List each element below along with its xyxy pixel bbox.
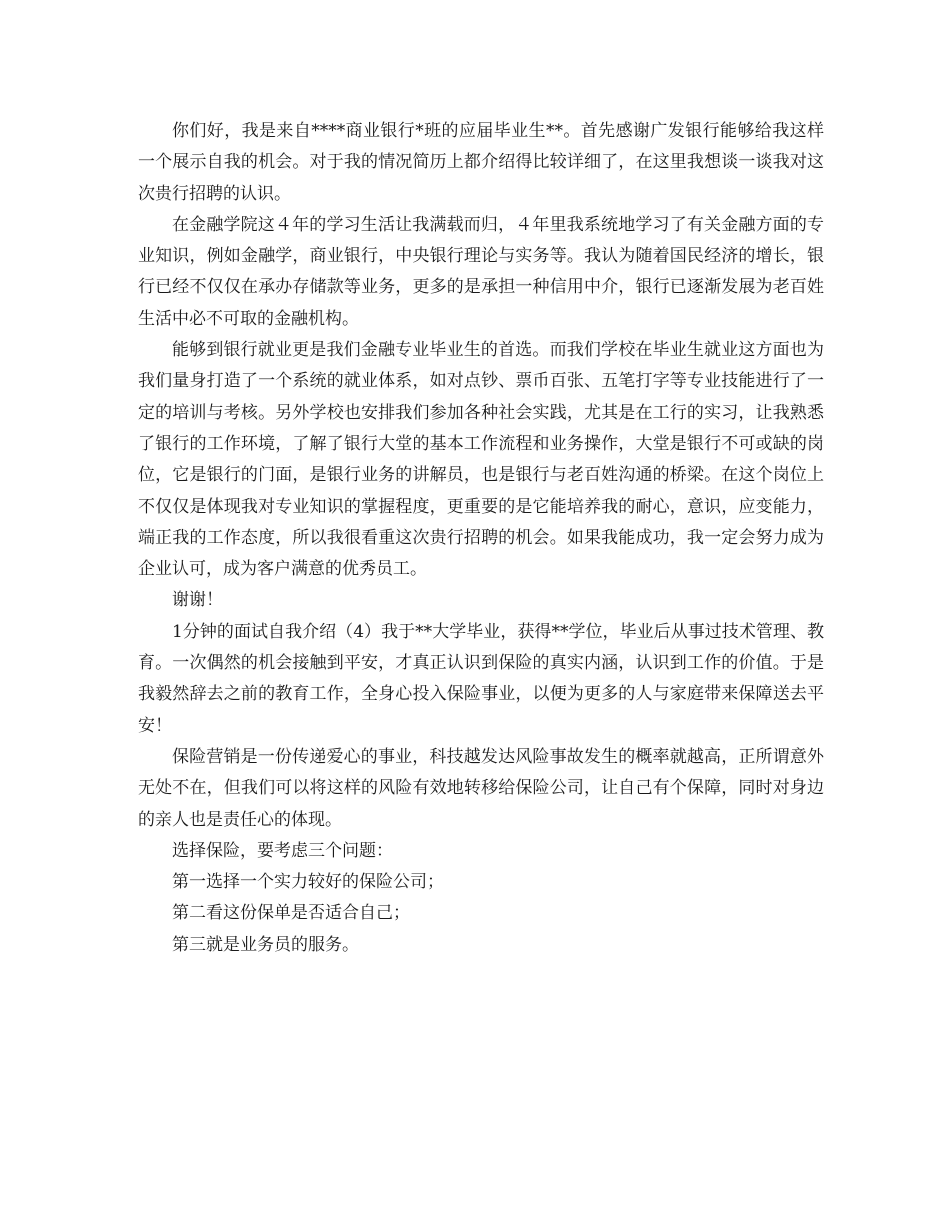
paragraph-thanks: 谢谢！ bbox=[172, 590, 223, 611]
paragraph-point-1: 第一选择一个实力较好的保险公司； bbox=[172, 872, 444, 893]
paragraph-point-3: 第三就是业务员的服务。 bbox=[172, 934, 359, 955]
paragraph-insurance-sales: 保险营销是一份传递爱心的事业，科技越发达风险事故发生的概率就越高，正所谓意外无处不在，但我们可以将这样的风险有效地转移给保险公司，让自己有个保障，同时对身边的亲人也是责任心的体现。 bbox=[138, 746, 824, 830]
paragraph-employment: 能够到银行就业更是我们金融专业毕业生的首选。而我们学校在毕业生就业这方面也为我们量身打造了一个系统的就业体系，如对点钞、票币百张、五笔打字等专业技能进行了一定的培训与考核。另外学校也安排我们参加各种社会实践，尤其是在工行的实习，让我熟悉了银行的工作环境，了解了银行大堂的基本工作流程和业务操作，大堂是银行不可或缺的岗位，它是银行的门面，是银行业务的讲解员，也是银行与老百姓沟通的桥梁。在这个岗位上不仅仅是体现我对专业知识的掌握程度，更重要的是它能培养我的耐心，意识，应变能力，端正我的工作态度，所以我很看重这次贵行招聘的机会。如果我能成功，我一定会努力成为企业认可，成为客户满意的优秀员工。 bbox=[138, 340, 824, 580]
paragraph-intro-4: 1分钟的面试自我介绍（4）我于**大学毕业，获得**学位，毕业后从事过技术管理、教育。一次偶然的机会接触到平安，才真正认识到保险的真实内涵，认识到工作的价值。于是我毅然辞去之前的教育工作，全身心投入保险事业，以便为更多的人与家庭带来保障送去平安！ bbox=[138, 621, 824, 736]
paragraph-point-2: 第二看这份保单是否适合自己； bbox=[172, 903, 410, 924]
paragraph-choose-insurance: 选择保险，要考虑三个问题： bbox=[172, 840, 393, 861]
document-body bbox=[138, 116, 824, 961]
paragraph-greeting: 你们好，我是来自****商业银行*班的应届毕业生**。首先感谢广发银行能够给我这样一个展示自我的机会。对于我的情况简历上都介绍得比较详细了，在这里我想谈一谈我对这次贵行招聘的认识。 bbox=[138, 121, 824, 204]
paragraph-study: 在金融学院这４年的学习生活让我满载而归，４年里我系统地学习了有关金融方面的专业知识，例如金融学，商业银行，中央银行理论与实务等。我认为随着国民经济的增长，银行已经不仅仅在承办存储款等业务，更多的是承担一种信用中介，银行已逐渐发展为老百姓生活中必不可取的金融机构。 bbox=[138, 214, 824, 329]
